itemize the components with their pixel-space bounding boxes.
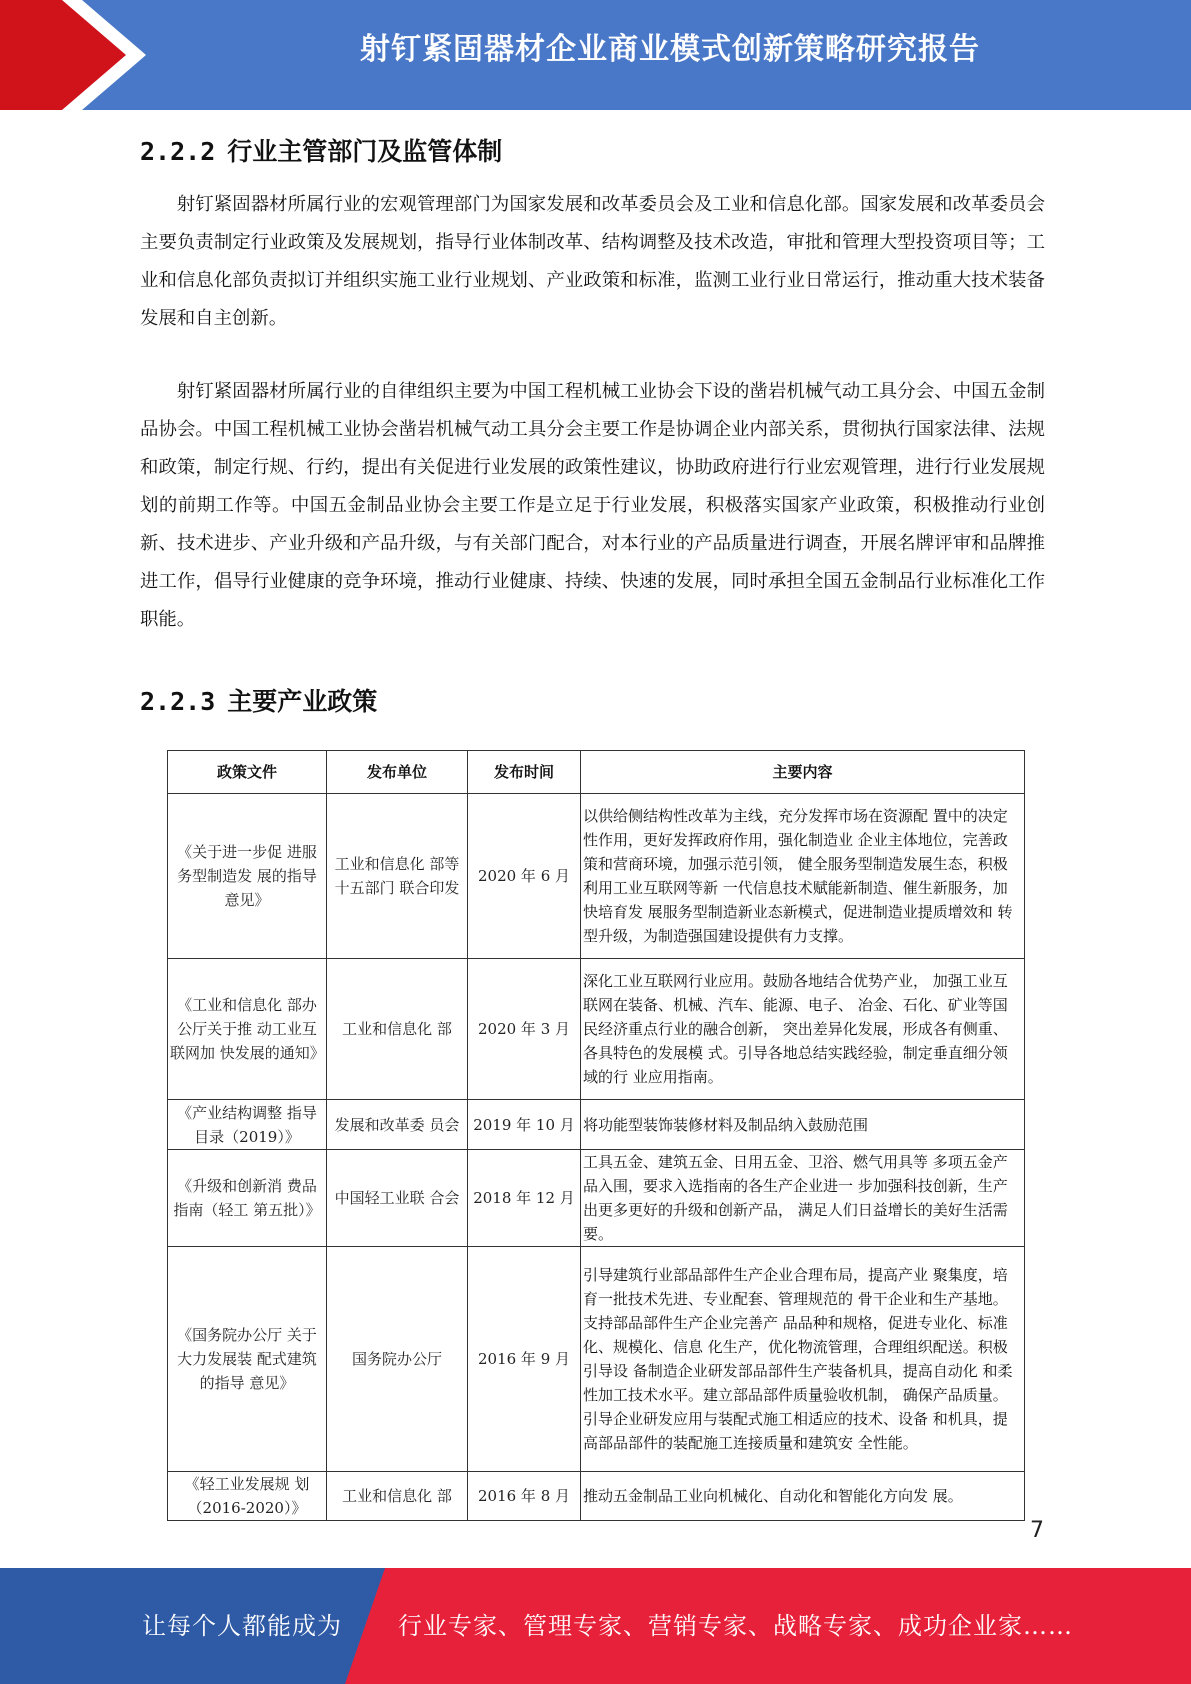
table-header-row [168,751,1025,794]
policy-document-cell: 《工业和信息化 部办公厅关于推 动工业互联网加 快发展的通知》 [168,959,327,1100]
content-cell: 引导建筑行业部品部件生产企业合理布局，提高产业 聚集度，培育一批技术先进、专业配套、管理规范的 骨干企业和生产基地。支持部品部件生产企业完善产 品品种和规格，促进专业化、标准化、规模化、信息 化生产，优化物流管理，合理组织配送。积极引导设 备制造企业研发部品部件生产装备机具，提高自动化 和柔性加工技术水平。建立部品部件质量验收机制， 确保产品质量。 引导企业研发应用与装配式施工相适应的技术、设备 和机具，提高部品部件的装配施工连接质量和建筑安 全性能。 [581,1247,1025,1472]
section-title: 行业主管部门及监管体制 [227,137,503,166]
column-header: 发布单位 [327,751,468,794]
section-number: 2.2.3 [140,687,216,716]
content-cell: 将功能型装饰装修材料及制品纳入鼓励范围 [581,1100,1025,1150]
content-cell: 深化工业互联网行业应用。鼓励各地结合优势产业， 加强工业互联网在装备、机械、汽车、能源、电子、 冶金、石化、矿业等国民经济重点行业的融合创新， 突出差异化发展，形成各有侧重、各具特色的发展模 式。引导各地总结实践经验，制定垂直细分领域的行 业应用指南。 [581,959,1025,1100]
table-row [168,1100,1025,1150]
issuer-cell: 工业和信息化 部等十五部门 联合印发 [327,794,468,959]
content-cell: 工具五金、建筑五金、日用五金、卫浴、燃气用具等 多项五金产品入围，要求入选指南的各生产企业进一 步加强科技创新，生产出更多更好的升级和创新产品， 满足人们日益增长的美好生活需要。 [581,1150,1025,1247]
footer-slogan-right: 行业专家、管理专家、营销专家、战略专家、成功企业家…… [398,1612,1073,1640]
column-header: 政策文件 [168,751,327,794]
issuer-cell: 中国轻工业联 合会 [327,1150,468,1247]
section-title: 主要产业政策 [227,687,378,716]
table-row [168,794,1025,959]
table-row [168,1150,1025,1247]
content-cell: 推动五金制品工业向机械化、自动化和智能化方向发 展。 [581,1472,1025,1521]
table-row [168,959,1025,1100]
issuer-cell: 发展和改革委 员会 [327,1100,468,1150]
section-heading-223 [140,682,377,718]
table-row [168,1472,1025,1521]
table-row [168,1247,1025,1472]
section-heading-222 [140,132,502,168]
paragraph: 射钉紧固器材所属行业的自律组织主要为中国工程机械工业协会下设的凿岩机械气动工具分会、中国五金制品协会。中国工程机械工业协会凿岩机械气动工具分会主要工作是协调企业内部关系，贯彻执行国家法律、法规和政策，制定行规、行约，提出有关促进行业发展的政策性建议，协助政府进行行业宏观管理，进行行业发展规划的前期工作等。中国五金制品业协会主要工作是立足于行业发展，积极落实国家产业政策，积极推动行业创新、技术进步、产业升级和产品升级，与有关部门配合，对本行业的产品质量进行调查，开展名牌评审和品牌推进工作，倡导行业健康的竞争环境，推动行业健康、持续、快速的发展，同时承担全国五金制品行业标准化工作职能。 [140,381,1045,630]
policy-document-cell: 《升级和创新消 费品指南（轻工 第五批）》 [168,1150,327,1247]
page-number: 7 [1030,1518,1044,1543]
header-arrow-shape [0,0,160,110]
report-header [0,0,1191,110]
issuer-cell: 工业和信息化 部 [327,1472,468,1521]
policy-document-cell: 《国务院办公厅 关于大力发展装 配式建筑的指导 意见》 [168,1247,327,1472]
date-cell: 2018 年 12 月 [468,1150,581,1247]
date-cell: 2019 年 10 月 [468,1100,581,1150]
column-header: 发布时间 [468,751,581,794]
date-cell: 2020 年 6 月 [468,794,581,959]
footer-slogan-left: 让每个人都能成为 [142,1612,342,1640]
paragraph: 射钉紧固器材所属行业的宏观管理部门为国家发展和改革委员会及工业和信息化部。国家发展和改革委员会主要负责制定行业政策及发展规划，指导行业体制改革、结构调整及技术改造，审批和管理大型投资项目等；工业和信息化部负责拟订并组织实施工业行业规划、产业政策和标准，监测工业行业日常运行，推动重大技术装备发展和自主创新。 [140,194,1045,329]
page-footer [0,1568,1191,1684]
issuer-cell: 国务院办公厅 [327,1247,468,1472]
policy-table [167,750,1025,1521]
date-cell: 2016 年 8 月 [468,1472,581,1521]
column-header: 主要内容 [581,751,1025,794]
issuer-cell: 工业和信息化 部 [327,959,468,1100]
section-number: 2.2.2 [140,137,216,166]
policy-document-cell: 《关于进一步促 进服务型制造发 展的指导意见》 [168,794,327,959]
date-cell: 2020 年 3 月 [468,959,581,1100]
policy-document-cell: 《轻工业发展规 划（2016-2020）》 [168,1472,327,1521]
content-cell: 以供给侧结构性改革为主线，充分发挥市场在资源配 置中的决定性作用，更好发挥政府作用，强化制造业 企业主体地位，完善政策和营商环境，加强示范引领， 健全服务型制造发展生态，积极利用工业互联网等新 一代信息技术赋能新制造、催生新服务，加快培育发 展服务型制造新业态新模式，促进制造业提质增效和 转型升级，为制造强国建设提供有力支撑。 [581,794,1025,959]
report-title: 射钉紧固器材企业商业模式创新策略研究报告 [360,32,980,67]
policy-document-cell: 《产业结构调整 指导目录（2019）》 [168,1100,327,1150]
date-cell: 2016 年 9 月 [468,1247,581,1472]
